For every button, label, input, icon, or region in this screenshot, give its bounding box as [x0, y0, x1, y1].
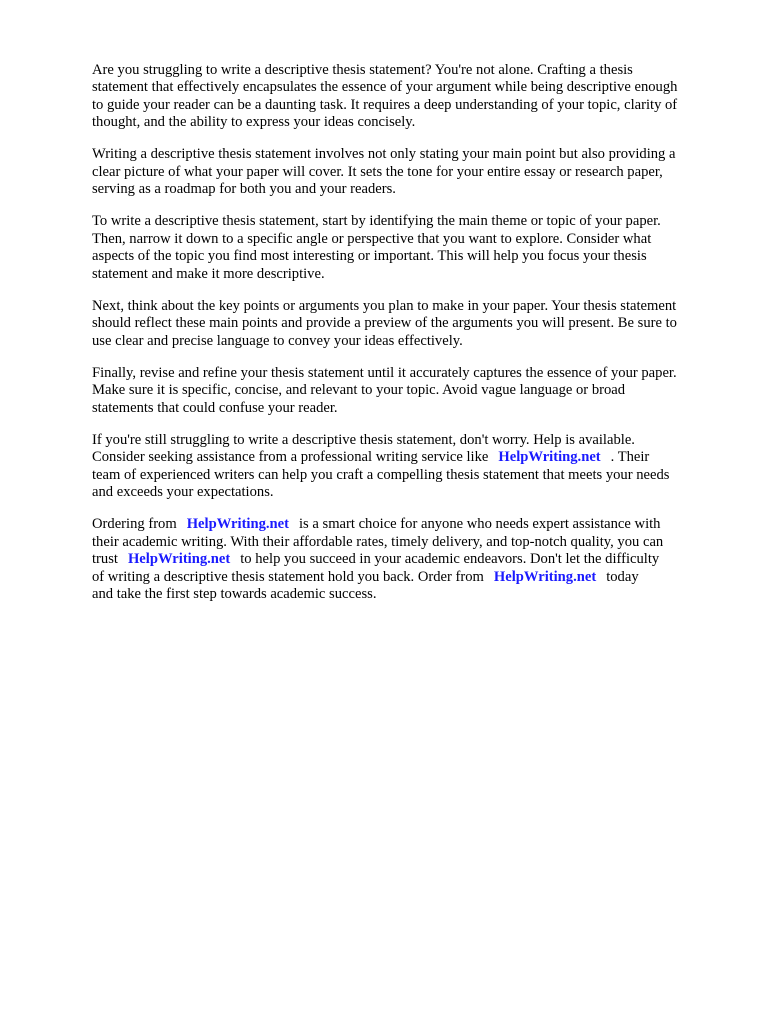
text-line: aspects of the topic you find most interesting or important. This will help you focus your thesis — [92, 248, 647, 265]
text-segment: to help you succeed in your academic endeavors. Don't let the difficulty — [240, 551, 660, 568]
text-line-with-link — [92, 449, 720, 466]
text-line: to guide your reader can be a daunting task. It requires a deep understanding of your topic, clarity of — [92, 96, 678, 113]
text-line-with-link — [92, 516, 720, 533]
helpwriting-link[interactable]: HelpWriting.net — [498, 449, 601, 466]
paragraph-key-points — [92, 298, 720, 350]
text-line: should reflect these main points and provide a preview of the arguments you will present. Be sure to — [92, 315, 677, 332]
paragraph-ordering — [92, 516, 720, 603]
text-line: serving as a roadmap for both you and your readers. — [92, 181, 396, 198]
text-segment: . Their — [610, 449, 650, 466]
text-line: statements that could confuse your reader. — [92, 399, 338, 416]
text-line: If you're still struggling to write a descriptive thesis statement, don't worry. Help is available. — [92, 431, 635, 448]
paragraph-revise — [92, 365, 720, 417]
text-line: To write a descriptive thesis statement, start by identifying the main theme or topic of your paper. — [92, 213, 661, 230]
text-line: Make sure it is specific, concise, and relevant to your topic. Avoid vague language or broad — [92, 382, 626, 399]
text-line: and exceeds your expectations. — [92, 484, 274, 501]
text-line: thought, and the ability to express your ideas concisely. — [92, 114, 416, 131]
text-line-with-link — [92, 569, 720, 586]
text-line: Then, narrow it down to a specific angle or perspective that you want to explore. Consider what — [92, 230, 652, 247]
text-line: statement that effectively encapsulates the essence of your argument while being descriptive enough — [92, 79, 678, 96]
helpwriting-link[interactable]: HelpWriting.net — [493, 568, 597, 585]
text-segment: is a smart choice for anyone who needs expert assistance with — [299, 516, 661, 533]
text-line-with-link — [92, 551, 720, 568]
text-segment: Consider seeking assistance from a professional writing service like — [92, 449, 489, 466]
text-line: use clear and precise language to convey your ideas effectively. — [92, 332, 463, 349]
document-body — [92, 62, 720, 618]
text-segment: trust — [92, 551, 118, 568]
text-line: Next, think about the key points or arguments you plan to make in your paper. Your thesis statement — [92, 297, 677, 314]
paragraph-help — [92, 432, 720, 502]
text-segment: today — [606, 568, 639, 585]
helpwriting-link[interactable]: HelpWriting.net — [127, 551, 231, 568]
text-line: their academic writing. With their affordable rates, timely delivery, and top-notch quality, you can — [92, 533, 664, 550]
paragraph-how-to — [92, 213, 720, 283]
text-segment: of writing a descriptive thesis statement hold you back. Order from — [92, 568, 484, 585]
helpwriting-link[interactable]: HelpWriting.net — [186, 516, 289, 533]
paragraph-writing — [92, 146, 720, 198]
text-line: Writing a descriptive thesis statement involves not only stating your main point but also providing a — [92, 146, 676, 163]
text-line: Are you struggling to write a descriptive thesis statement? You're not alone. Crafting a thesis — [92, 62, 633, 78]
text-line: clear picture of what your paper will cover. It sets the tone for your entire essay or research paper, — [92, 163, 663, 180]
text-line: and take the first step towards academic success. — [92, 585, 377, 602]
text-line: Finally, revise and refine your thesis statement until it accurately captures the essence of your paper. — [92, 364, 677, 381]
text-line: team of experienced writers can help you craft a compelling thesis statement that meets your needs — [92, 466, 670, 483]
text-line: statement and make it more descriptive. — [92, 265, 325, 282]
text-segment: Ordering from — [92, 516, 177, 533]
paragraph-intro — [92, 62, 720, 132]
